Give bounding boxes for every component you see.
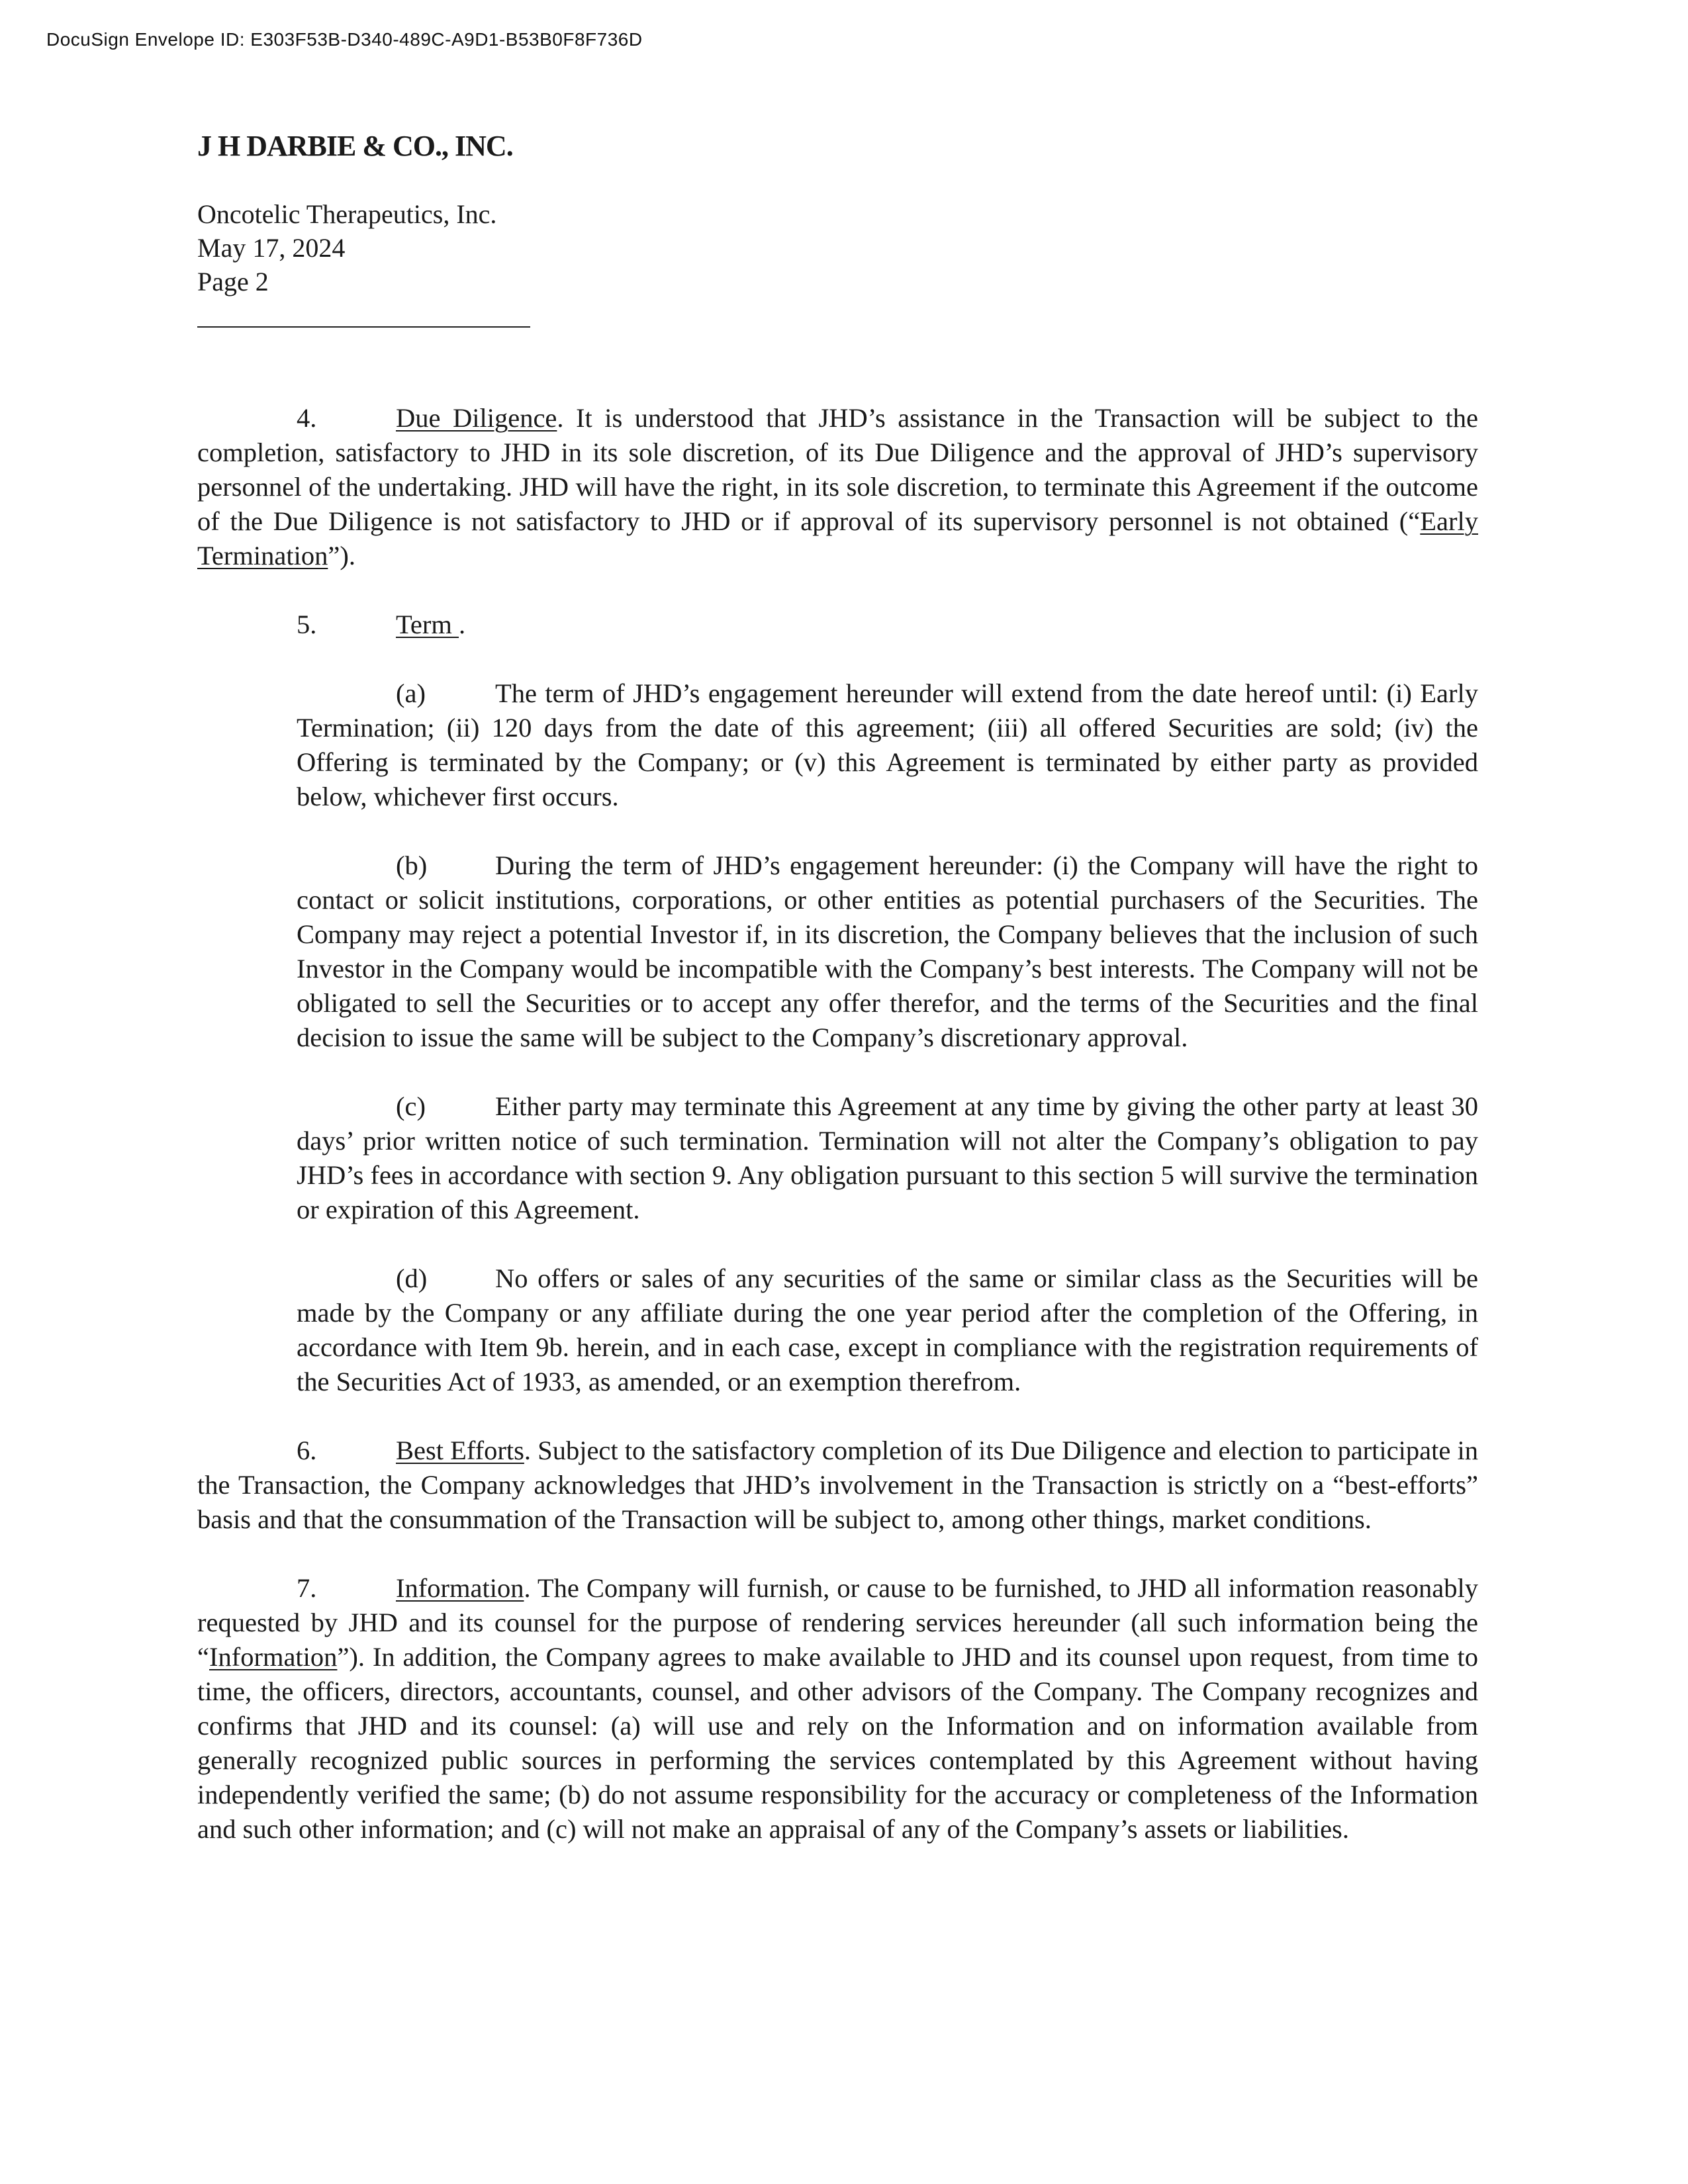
firm-name: J H DARBIE & CO., INC. (197, 130, 513, 162)
section-number: 6. (297, 1435, 317, 1465)
section-7-information (197, 1571, 1478, 1846)
defined-term: Early Termination (197, 506, 1478, 570)
section-title-punct: . (459, 610, 466, 639)
docusign-envelope-id: DocuSign Envelope ID: E303F53B-D340-489C-A9D1-B53B0F8F736D (46, 29, 643, 50)
subsection-text: During the term of JHD’s engagement hereunder: (i) the Company will have the right to contact or solicit institutions, corporations, or other entities as potential purchasers of the Securities. The Company may reject a potential Investor if, in its discretion, the Company believes that the inclusion of such Investor in the Company would be incompatible with the Company’s best interests. The Company will not be obligated to sell the Securities or to accept any offer therefor, and the terms of the Securities and the final decision to issue the same will be subject to the Company’s discretionary approval. (297, 850, 1478, 1052)
section-text: ”). (328, 541, 355, 570)
section-4-due-diligence (197, 401, 1478, 573)
section-text: . The Company will furnish, or cause to be furnished, to JHD all information reasonably requested by JHD and its counsel for the purpose of rendering services hereunder (all such information being the “ (197, 1573, 1478, 1672)
section-title: Information (396, 1573, 524, 1603)
section-5-term (197, 608, 1478, 642)
section-title: Term (396, 610, 459, 639)
subsection-text: Either party may terminate this Agreement at any time by giving the other party at least 30 days’ prior written notice of such termination. Termination will not alter the Company’s obligation to pay JHD’s fees in accordance with section 9. Any obligation pursuant to this section 5 will survive the termination or expiration of this Agreement. (297, 1091, 1478, 1224)
section-5d (297, 1261, 1478, 1399)
section-5c (297, 1089, 1478, 1227)
subsection-label: (a) (396, 678, 426, 708)
section-text: ”). In addition, the Company agrees to make available to JHD and its counsel upon request, from time to time, the officers, directors, accountants, counsel, and other advisors of the Company. The Company recognizes and confirms that JHD and its counsel: (a) will use and rely on the Information and on information available from generally recognized public sources in performing the services contemplated by this Agreement without having independently verified the same; (b) do not assume responsibility for the accuracy or completeness of the Information and such other information; and (c) will not make an appraisal of any of the Company’s assets or liabilities. (197, 1642, 1478, 1844)
subsection-label: (d) (396, 1263, 428, 1293)
section-title: Due Diligence (396, 403, 557, 433)
subsection-text: No offers or sales of any securities of the same or similar class as the Securities will be made by the Company or any affiliate during the one year period after the completion of the Offering, in accordance with Item 9b. herein, and in each case, except in compliance with the registration requirements of the Securities Act of 1933, as amended, or an exemption therefrom. (297, 1263, 1478, 1396)
section-6-best-efforts (197, 1433, 1478, 1537)
section-title: Best Efforts (396, 1435, 524, 1465)
section-number: 7. (297, 1573, 317, 1603)
subsection-text: The term of JHD’s engagement hereunder will extend from the date hereof until: (i) Early Termination; (ii) 120 days from the date of this agreement; (iii) all offered Securities are sold; (iv) the Offering is terminated by the Company; or (v) this Agreement is terminated by either party as provided below, whichever first occurs. (297, 678, 1478, 811)
section-number: 4. (297, 403, 317, 433)
section-5b (297, 848, 1478, 1055)
page-number: Page 2 (197, 267, 269, 296)
subsection-label: (b) (396, 850, 428, 880)
section-text: . It is understood that JHD’s assistance in the Transaction will be subject to the completion, satisfactory to JHD in its sole discretion, of its Due Diligence and the approval of JHD’s supervisory personnel of the undertaking. JHD will have the right, in its sole discretion, to terminate this Agreement if the outcome of the Due Diligence is not satisfactory to JHD or if approval of its supervisory personnel is not obtained (“ (197, 403, 1479, 536)
section-5a (297, 676, 1478, 814)
defined-term: Information (209, 1642, 338, 1672)
document-body (197, 401, 1478, 1881)
section-number: 5. (297, 610, 317, 639)
letter-header (197, 197, 496, 298)
recipient-name: Oncotelic Therapeutics, Inc. (197, 199, 497, 229)
header-divider (197, 326, 530, 328)
section-text: . Subject to the satisfactory completion of its Due Diligence and election to participate in the Transaction, the Company acknowledges that JHD’s involvement in the Transaction is strictly on a “best-efforts” basis and that the consummation of the Transaction will be subject to, among other things, market conditions. (197, 1435, 1478, 1534)
letter-date: May 17, 2024 (197, 233, 346, 263)
subsection-label: (c) (396, 1091, 426, 1121)
